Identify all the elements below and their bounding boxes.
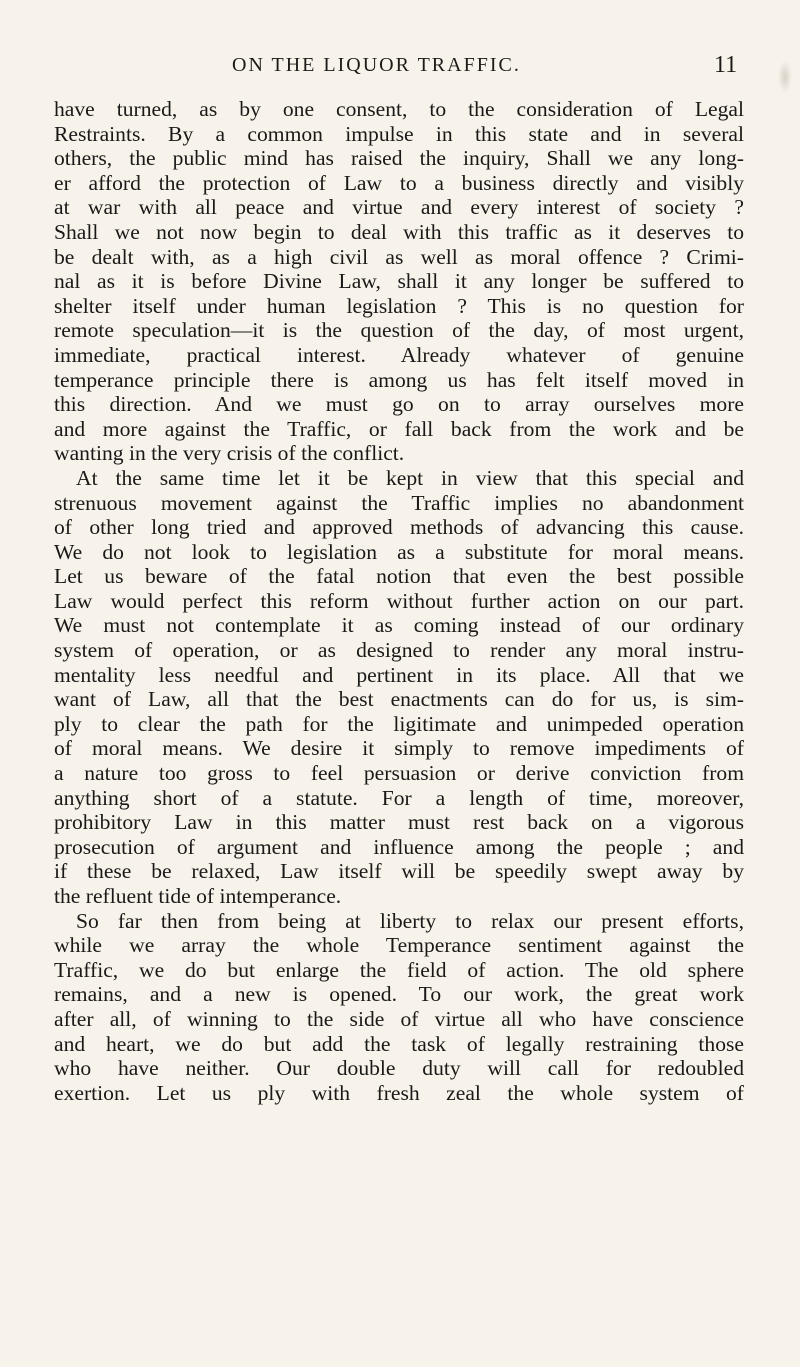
text-line: who have neither. Our double duty will call for redoubled [54, 1056, 744, 1081]
text-line: mentality less needful and pertinent in its place. All that we [54, 662, 744, 687]
text-line: At the same time let it be kept in view that this special and [76, 465, 744, 490]
text-line: prohibitory Law in this matter must rest back on a vigorous [54, 810, 744, 835]
text-line: this direction. And we must go on to array ourselves more [54, 392, 744, 417]
text-line: ply to clear the path for the ligitimate and unimpeded operation [54, 711, 744, 736]
text-line: and heart, we do but add the task of legally restraining those [54, 1031, 744, 1056]
text-line: Shall we not now begin to deal with this traffic as it deserves to [54, 219, 744, 244]
text-line: Let us beware of the fatal notion that even the best possible [54, 564, 744, 589]
text-line: while we array the whole Temperance sentiment against the [54, 933, 744, 958]
text-line: the refluent tide of intemperance. [54, 884, 342, 908]
text-line: after all, of winning to the side of virtue all who have conscience [54, 1006, 744, 1031]
text-line: strenuous movement against the Traffic implies no abandonment [54, 490, 744, 515]
text-line: have turned, as by one consent, to the consideration of Legal [54, 97, 744, 121]
page-header [0, 54, 800, 90]
text-line: We do not look to legislation as a substitute for moral means. [54, 539, 744, 564]
text-line: a nature too gross to feel persuasion or derive conviction from [54, 761, 744, 786]
text-line: So far then from being at liberty to relax our present efforts, [76, 908, 744, 933]
text-line: temperance principle there is among us has felt itself moved in [54, 367, 744, 392]
text-line: Law would perfect this reform without further action on our part. [54, 588, 744, 613]
text-line: shelter itself under human legislation ? This is no question for [54, 293, 744, 318]
text-line: remains, and a new is opened. To our work, the great work [54, 982, 744, 1007]
text-line: want of Law, all that the best enactments can do for us, is sim- [54, 687, 744, 712]
text-line: if these be relaxed, Law itself will be speedily swept away by [54, 859, 744, 884]
text-line: Traffic, we do but enlarge the field of action. The old sphere [54, 957, 744, 982]
page-number: 11 [714, 52, 738, 78]
body-text [54, 97, 744, 1105]
text-line: remote speculation—it is the question of the day, of most urgent, [54, 318, 744, 343]
text-line: Restraints. By a common impulse in this state and in several [54, 121, 744, 146]
text-line: and more against the Traffic, or fall back from the work and be [54, 416, 744, 441]
text-line: prosecution of argument and influence among the people ; and [54, 834, 744, 859]
text-line: of moral means. We desire it simply to remove impediments of [54, 736, 744, 761]
text-line: be dealt with, as a high civil as well as moral offence ? Crimi- [54, 244, 744, 269]
text-line: system of operation, or as designed to render any moral instru- [54, 638, 744, 663]
running-head: ON THE LIQUOR TRAFFIC. [232, 54, 521, 76]
text-line: anything short of a statute. For a length of time, moreover, [54, 785, 744, 810]
text-line: immediate, practical interest. Already whatever of genuine [54, 342, 744, 367]
text-line: We must not contemplate it as coming instead of our ordinary [54, 613, 744, 638]
text-line: nal as it is before Divine Law, shall it any longer be suffered to [54, 269, 744, 294]
text-line: wanting in the very crisis of the conflict. [54, 441, 405, 466]
text-line: at war with all peace and virtue and every interest of society ? [54, 195, 744, 220]
text-line: er afford the protection of Law to a business directly and visibly [54, 170, 744, 195]
text-line: of other long tried and approved methods of advancing this cause. [54, 515, 744, 540]
text-line: others, the public mind has raised the inquiry, Shall we any long- [54, 146, 744, 171]
text-line: exertion. Let us ply with fresh zeal the whole system of [54, 1080, 744, 1105]
